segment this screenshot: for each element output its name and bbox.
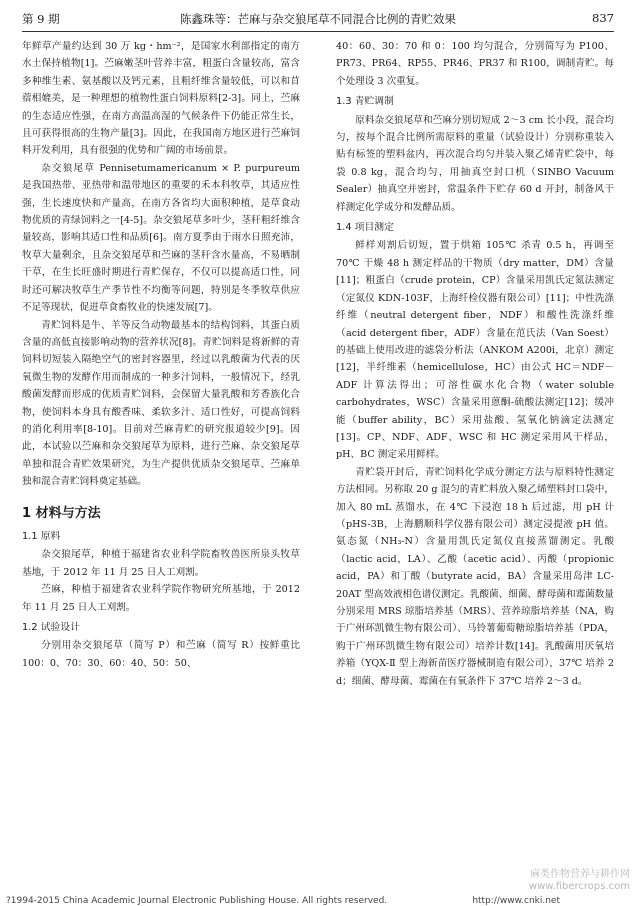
left-column <box>22 38 300 672</box>
paragraph: 杂交狼尾草，种植于福建省农业科学院畜牧兽医所泉头牧草基地，于 2012 年 11 月 25 日人工刈割。 <box>22 549 300 578</box>
watermark <box>529 869 630 893</box>
right-column <box>336 38 614 690</box>
copyright-notice: ?1994-2015 China Academic Journal Electronic Publishing House. All rights reserved. <box>6 896 388 906</box>
subsection-heading: 1.4 项目测定 <box>336 222 394 234</box>
paragraph: 杂交狼尾草 Pennisetumamericanum × P. purpureum 是我国热带、亚热带和温带地区的重要的禾本科牧草，其适应性强，生长速度快和产量高，在南方各省均大面积种植，是草食动物优质的青绿饲料之一[4-5]。杂交狼尾草多叶少，茎秆粗纤维含量较高，影响其适口性和品质[6]。南方夏季由于雨水日照充沛，牧草大量剩余，且杂交狼尾草和苎麻的茎秆含水量高，不易晒制干草，在生长旺盛时期进行青贮保存，不仅可以提高适口性，同时还可解决牧草生产季节性不均衡等问题，特别是冬季牧草供应不足等现状，促进草食畜牧业的快速发展[7]。 <box>22 162 300 314</box>
running-title: 陈鑫珠等：芒麻与杂交狼尾草不同混合比例的青贮效果 <box>180 12 456 26</box>
subsection-heading: 1.2 试验设计 <box>22 622 80 633</box>
paragraph: 青贮饲料是牛、羊等反刍动物最基本的结构饲料，其蛋白质含量的高低直接影响动物的营养状况[8]。青贮饲料是将新鲜的青饲料切短装入隔绝空气的密封容器里，经过以乳酸菌为代表的厌氧微生物的发酵作用而制成的一种多汁饲料，一般情况下，经乳酸菌发酵而形成的优质青贮饲料，会保留大量乳酸和芳香族化合物，使饲料本身具有酸香味、柔软多汁、适口性好，可提高饲料的消化利用率[8-10]。目前对苎麻青贮的研究报道较少[9]。因此，本试验以苎麻和杂交狼尾草为原料，进行苎麻、杂交狼尾草单独和混合青贮效果研究，为生产提供优质杂交狼尾草、苎麻单独和混合青贮饲料奠定基础。 <box>22 319 300 488</box>
issue-number: 第 9 期 <box>22 12 60 26</box>
paragraph: 原料杂交狼尾草和苎麻分别切短成 2～3 cm 长小段，混合均匀，按每个混合比例所需原料的重量（试验设计）分别称重装入贴有标签的塑料盆内，再次混合均匀并装入聚乙烯青贮袋中，每袋 0.8 kg，混合均匀，用抽真空封口机（SINBO Vacuum Sealer）抽真空并密封，常温条件下贮存 60 d 开封，制备风干样测定化学成分和发酵品质。 <box>336 114 614 213</box>
paragraph: 40：60、30：70 和 0：100 均匀混合，分别简写为 P100、PR73、PR64、RP55、PR46、PR37 和 R100，调制青贮。每个处理设 3 次重复。 <box>336 41 614 87</box>
subsection-heading: 1.1 原料 <box>22 530 61 542</box>
paragraph: 苎麻，种植于福建省农业科学院作物研究所基地，于 2012 年 11 月 25 日人工刈割。 <box>22 584 300 613</box>
watermark-line: 麻类作物营养与耕作网 <box>530 869 630 880</box>
watermark-line: www.fibercrops.com <box>528 881 630 892</box>
header-rule <box>22 31 614 32</box>
paragraph: 鲜样刈割后切短，置于烘箱 105℃ 杀青 0.5 h，再调至 70℃ 干燥 48 h 测定样品的干物质（dry matter，DM）含量[11]；粗蛋白（crude protein，CP）含量采用凯氏定氮法测定（定氮仪 KDN-103F，上海纤检仪器有限公司）[11]；中性洗涤纤维（neutral detergent fiber，NDF）和酸性洗涤纤维（acid detergent fiber，ADF）含量在范氏法（Van Soest）的基础上使用改进的滤袋分析法（ANKOM A200i，北京）测定[12]，半纤维素（hemicellulose，HC）由公式 HC＝NDF－ADF 计算法得出；可溶性碳水化合物（water soluble carbohydrates，WSC）含量采用蒽酮-硫酸法测定[12]；缓冲能（buffer ability，BC）采用盐酸、氢氧化钠滴定法测定[13]。CP、NDF、ADF、WSC 和 HC 测定采用风干样品，pH、BC 测定采用鲜样。 <box>336 240 614 461</box>
section-heading: 1 材料与方法 <box>22 505 101 521</box>
running-header <box>22 8 614 30</box>
paragraph: 分别用杂交狼尾草（简写 P）和苎麻（简写 R）按鲜重比 100：0、70：30、60：40、50：50、 <box>22 640 300 669</box>
paragraph: 青贮袋开封后，青贮饲料化学成分测定方法与原料特性测定方法相同。另称取 20 g 混匀的青贮料放入聚乙烯塑料封口袋中，加入 80 mL 蒸馏水，在 4℃ 下浸泡 18 h 后过滤，用 pH 计（pHS-3B，上海鹏顺科学仪器有限公司）测定浸提液 pH 值。氨态氮（NH₃-N）含量用凯氏定氮仪直接蒸馏测定。乳酸（lactic acid，LA）、乙酸（acetic acid）、丙酸（propionic acid，PA）和丁酸（butyrate acid，BA）含量采用岛津 LC-20AT 型高效液相色谱仪测定。乳酸菌、细菌、酵母菌和霉菌数量分别采用 MRS 琼脂培养基（MRS）、营养琼脂培养基（NA，购于广州环凯微生物有限公司）、马铃薯葡萄糖琼脂培养基（PDA，购于广州环凯微生物有限公司）培养计数[14]。乳酸菌用厌氧培养箱（YQX-Ⅱ 型上海新苗医疗器械制造有限公司），37℃ 培养 2 d；细菌、酵母菌、霉菌在有氧条件下 37℃ 培养 2～3 d。 <box>336 466 614 687</box>
page-number: 837 <box>592 11 614 25</box>
footer-url: http://www.cnki.net <box>472 896 560 906</box>
subsection-heading: 1.3 青贮调制 <box>336 96 394 108</box>
paragraph: 年鲜草产量约达到 30 万 kg・hm⁻²，是国家水利部指定的南方水土保持植物[1]。苎麻嫩茎叶营养丰富，粗蛋白含量较高，富含多种维生素、氨基酸以及钙元素，且粗纤维含量较低，可以和苜蓿相媲美，是一种理想的植物性蛋白饲料原料[2-3]。同上，苎麻的生态适应性强，在南方高温高湿的气候条件下仍能正常生长，且可获得很高的生物产量[3]。因此，在我国南方地区进行苎麻饲料开发利用，具有很强的优势和广阔的市场前景。 <box>22 41 300 157</box>
